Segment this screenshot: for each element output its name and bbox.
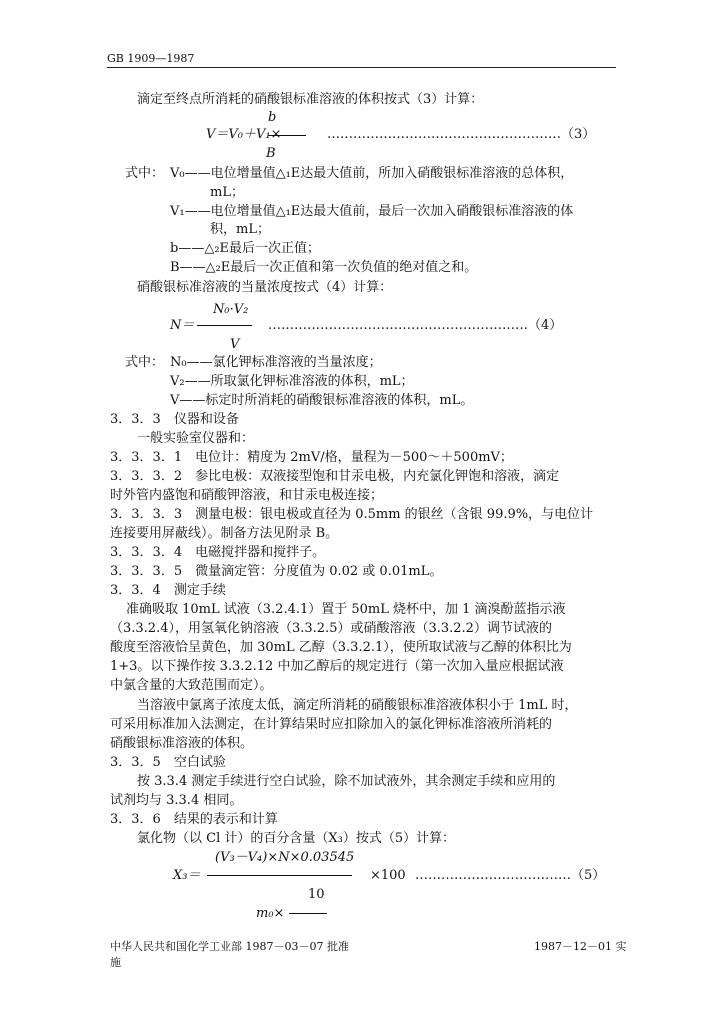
text-line: 3．3．3．1 电位计：精度为 2mV/格，量程为－500～＋500mV； bbox=[110, 450, 513, 465]
text-line: 中氯含量的大致范围而定）。 bbox=[110, 678, 273, 693]
text-line: 式中： bbox=[125, 355, 165, 370]
text-line: 连接要用屏蔽线）。制备方法见附录 B。 bbox=[110, 526, 339, 541]
formula5-m0-bar bbox=[289, 913, 327, 914]
text-line: 硝酸银标准溶液的体积。 bbox=[110, 736, 254, 751]
text-line: （3.3.2.4），用氢氧化钠溶液（3.3.2.5）或硝酸溶液（3.3.2.2）调节试液的 bbox=[110, 621, 552, 636]
text-line: 一般实验室仪器和： bbox=[137, 431, 255, 446]
text-line: B——△₂E最后一次正值和第一次负值的绝对值之和。 bbox=[170, 260, 478, 275]
text-line: 当溶液中氯离子浓度太低，滴定所消耗的硝酸银标准溶液体积小于 1mL 时， bbox=[137, 698, 578, 713]
implementation-date: 1987－12－01 实 bbox=[534, 940, 627, 953]
formula4-fraction-bar bbox=[197, 325, 252, 326]
formula5-lhs: X₃＝ bbox=[173, 868, 201, 883]
text-line: 可采用标准加入法测定，在计算结果时应扣除加入的氯化钾标准溶液所消耗的 bbox=[110, 717, 553, 732]
section-heading: 3．3．3 仪器和设备 bbox=[110, 412, 239, 427]
text-line: N₀——氯化钾标准溶液的当量浓度； bbox=[170, 355, 382, 370]
text-line: 硝酸银标准溶液的当量浓度按式（4）计算： bbox=[137, 280, 393, 295]
text-line: V₂——所取氯化钾标准溶液的体积，mL； bbox=[170, 374, 414, 389]
text-line: mL； bbox=[210, 185, 244, 200]
formula4-lhs: N＝ bbox=[170, 318, 195, 333]
text-line: 1+3。以下操作按 3.3.2.12 中加乙醇后的规定进行（第一次加入量应根据试液 bbox=[110, 659, 564, 674]
formula3-b: b bbox=[268, 110, 277, 125]
section-heading: 3．3．5 空白试验 bbox=[110, 755, 226, 770]
text-line: 滴定至终点所消耗的硝酸银标准溶液的体积按式（3）计算： bbox=[137, 92, 484, 107]
formula3-dots: ………………………………………………（3） bbox=[327, 127, 596, 142]
text-line: 酸度至溶液恰呈黄色，加 30mL 乙醇（3.3.2.1），使所取试液与乙醇的体积比为 bbox=[110, 640, 572, 655]
text-line: 准确吸取 10mL 试液（3.2.4.1）置于 50mL 烧杯中，加 1 滴溴酚蓝指示液 bbox=[126, 602, 566, 617]
text-line: 时外管内盛饱和硝酸钾溶液，和甘汞电极连接； bbox=[110, 488, 384, 503]
text-line: 3．3．3．4 电磁搅拌器和搅拌子。 bbox=[110, 545, 326, 560]
text-line: 氯化物（以 Cl 计）的百分含量（X₃）按式（5）计算： bbox=[137, 831, 456, 846]
formula3-fraction-bar bbox=[268, 135, 306, 136]
section-heading: 3．3．4 测定手续 bbox=[110, 583, 226, 598]
section-heading: 3．3．6 结果的表示和计算 bbox=[110, 812, 278, 827]
formula3-lhs: V＝V₀＋V₁× bbox=[206, 127, 282, 142]
text-line: b——△₂E最后一次正值； bbox=[170, 241, 321, 256]
text-line: 积，mL； bbox=[210, 222, 270, 237]
formula5-m0: m₀× bbox=[256, 906, 285, 921]
implementation-wrap: 施 bbox=[110, 956, 121, 969]
formula4-numerator: N₀·V₂ bbox=[213, 302, 249, 317]
formula5-numerator: (V₃－V₄)×N×0.03545 bbox=[215, 850, 355, 865]
text-line: 按 3.3.4 测定手续进行空白试验，除不加试液外，其余测定手续和应用的 bbox=[137, 774, 556, 789]
header-rule bbox=[107, 67, 616, 68]
standard-code: GB 1909—1987 bbox=[107, 52, 195, 65]
formula5-fraction-bar bbox=[207, 875, 352, 876]
text-line: 3．3．3．3 测量电极：银电极或直径为 0.5mm 的银丝（含银 99.9%，与电位计 bbox=[110, 507, 594, 522]
text-line: 试剂均与 3.3.4 相同。 bbox=[110, 793, 243, 808]
formula3-B: B bbox=[266, 146, 276, 161]
formula5-dots: ………………………………（5） bbox=[415, 868, 606, 883]
text-line: 3．3．3．5 微量滴定管：分度值为 0.02 或 0.01mL。 bbox=[110, 564, 443, 579]
approval-note: 中华人民共和国化学工业部 1987－03－07 批准 bbox=[110, 940, 349, 953]
formula4-dots: ……………………………………………………（4） bbox=[268, 318, 563, 333]
formula4-denominator: V bbox=[230, 337, 240, 352]
text-line: V₀——电位增量值△₁E达最大值前，所加入硝酸银标准溶液的总体积， bbox=[170, 166, 574, 181]
text-line: 3．3．3．2 参比电极：双液接型饱和甘汞电极，内充氯化钾饱和溶液，滴定 bbox=[110, 469, 560, 484]
formula5-multiplier: ×100 bbox=[370, 868, 406, 883]
formula5-ten: 10 bbox=[308, 887, 325, 902]
text-line: 式中： bbox=[125, 166, 165, 181]
text-line: V₁——电位增量值△₁E达最大值前，最后一次加入硝酸银标准溶液的体 bbox=[170, 204, 574, 219]
text-line: V——标定时所消耗的硝酸银标准溶液的体积，mL。 bbox=[170, 393, 474, 408]
